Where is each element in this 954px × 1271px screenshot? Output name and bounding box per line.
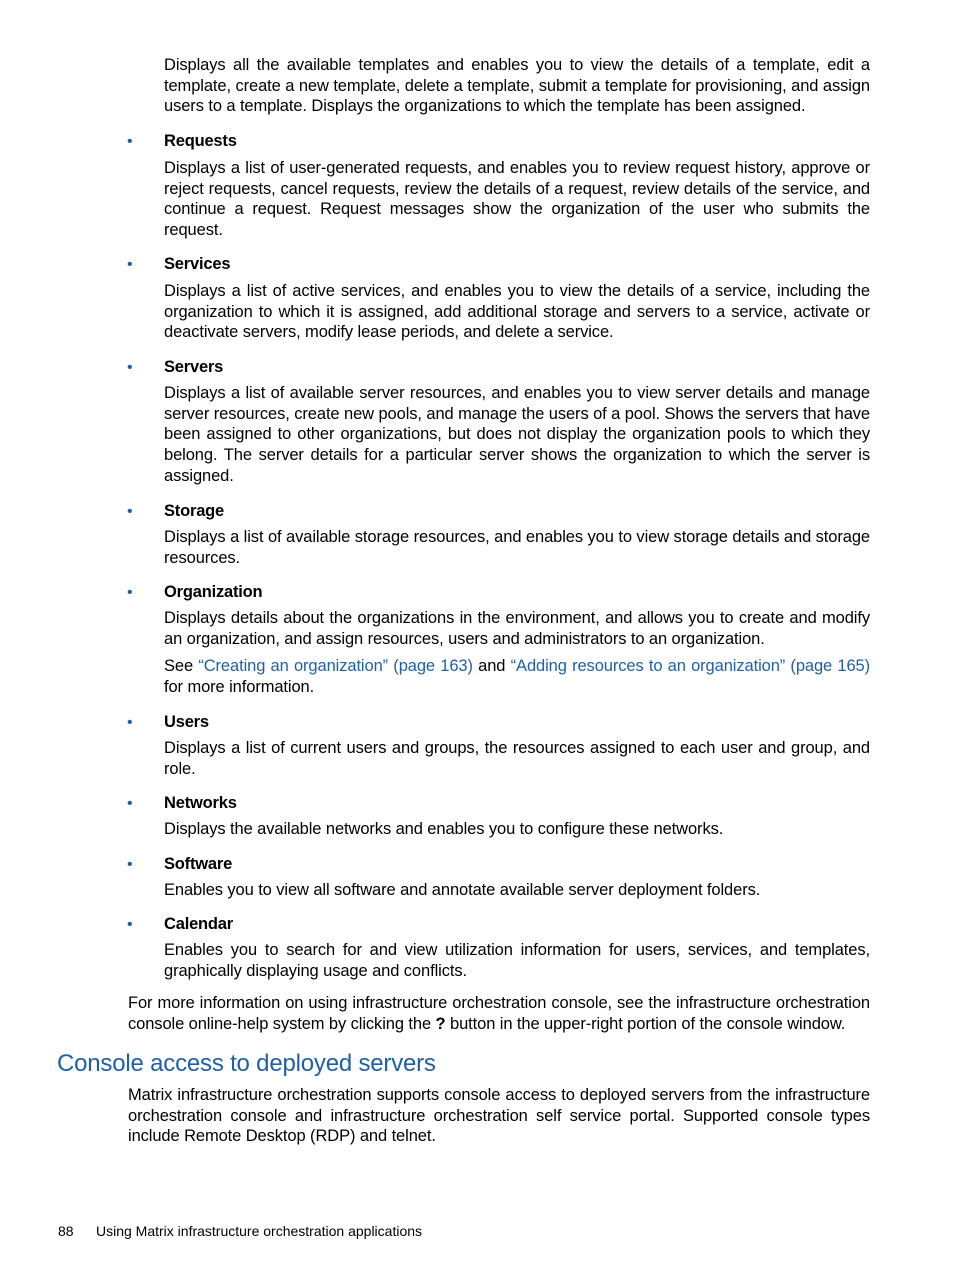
term-organization: Organization — [164, 583, 263, 601]
see-also-text — [164, 656, 870, 697]
term-services: Services — [164, 255, 231, 273]
description-requests — [164, 158, 870, 241]
intro-text: Displays all the available templates and enables you to view the details of a template, edit a template, create a new template, delete a template, submit a template for provisioning, and assign users to a template. Displays the organizations to which the template has been assigned. — [164, 56, 870, 116]
see-prefix: See — [164, 657, 199, 675]
page-number: 88 — [58, 1223, 74, 1239]
description-services — [164, 281, 870, 343]
description-requests-text: Displays a list of user-generated requests, and enables you to review request history, approve or reject requests, cancel requests, review the details of a request, review details of the service, and continue a request. Request messages show the organization of the user who submits the request. — [164, 159, 870, 240]
description-storage — [164, 527, 870, 568]
bullet-icon: • — [127, 503, 133, 520]
bullet-icon: • — [127, 584, 133, 601]
more-info-before: For more information on using infrastructure orchestration console, see the infrastructure orchestration console online-help system by clicking the — [128, 994, 870, 1033]
bullet-icon: • — [127, 916, 133, 933]
organization-see-also — [164, 656, 870, 697]
bullet-icon: • — [127, 359, 133, 376]
description-users — [164, 738, 870, 779]
see-suffix: for more information. — [164, 677, 315, 696]
bullet-icon: • — [127, 256, 133, 273]
description-users-text: Displays a list of current users and groups, the resources assigned to each user and group, and role. — [164, 739, 870, 778]
see-mid: and — [472, 657, 511, 675]
description-networks — [164, 819, 870, 840]
section-heading: Console access to deployed servers — [57, 1050, 436, 1077]
description-networks-text: Displays the available networks and enables you to configure these networks. — [164, 820, 724, 838]
description-services-text: Displays a list of active services, and enables you to view the details of a service, including the organization to which it is assigned, add additional storage and servers to a service, activate or deactivate servers, modify lease periods, and delete a service. — [164, 282, 870, 342]
footer-chapter-title: Using Matrix infrastructure orchestration applications — [96, 1223, 423, 1239]
bullet-icon: • — [127, 714, 133, 731]
term-storage: Storage — [164, 502, 225, 520]
more-info-after: button in the upper-right portion of the console window. — [445, 1014, 846, 1033]
more-info-paragraph — [128, 993, 870, 1034]
bullet-icon: • — [127, 856, 133, 873]
description-organization — [164, 608, 870, 649]
description-organization-text: Displays details about the organizations in the environment, and allows you to create and modify an organization, and assign resources, users and administrators to an organization. — [164, 609, 870, 648]
description-storage-text: Displays a list of available storage resources, and enables you to view storage details and storage resources. — [164, 528, 870, 567]
help-button-label: ? — [435, 1014, 446, 1033]
description-calendar-text: Enables you to search for and view utilization information for users, services, and templates, graphically displaying usage and conflicts. — [164, 941, 870, 980]
link-creating-organization[interactable]: “Creating an organization” (page 163) — [198, 657, 473, 675]
description-software-text: Enables you to view all software and annotate available server deployment folders. — [164, 881, 761, 899]
section-paragraph — [128, 1085, 870, 1147]
bullet-icon: • — [127, 133, 133, 150]
link-adding-resources[interactable]: “Adding resources to an organization” (page 165) — [510, 657, 871, 675]
term-software: Software — [164, 855, 233, 873]
description-servers-text: Displays a list of available server resources, and enables you to view server details and manage server resources, create new pools, and manage the users of a pool. Shows the servers that have been assigned to other organizations, but does not display the organization pools to which they belong. The server details for a particular server shows the organization to which the server is assigned. — [164, 384, 870, 485]
term-calendar: Calendar — [164, 915, 234, 933]
bullet-icon: • — [127, 795, 133, 812]
description-servers — [164, 383, 870, 487]
description-calendar — [164, 940, 870, 981]
term-requests: Requests — [164, 132, 237, 150]
more-info-text — [128, 993, 870, 1034]
templates-description — [164, 55, 870, 117]
section-text: Matrix infrastructure orchestration supports console access to deployed servers from the infrastructure orchestration console and infrastructure orchestration self service portal. Supported console types include Remote Desktop (RDP) and telnet. — [128, 1086, 870, 1146]
description-software — [164, 880, 870, 901]
term-users: Users — [164, 713, 209, 731]
term-networks: Networks — [164, 794, 237, 812]
term-servers: Servers — [164, 358, 224, 376]
